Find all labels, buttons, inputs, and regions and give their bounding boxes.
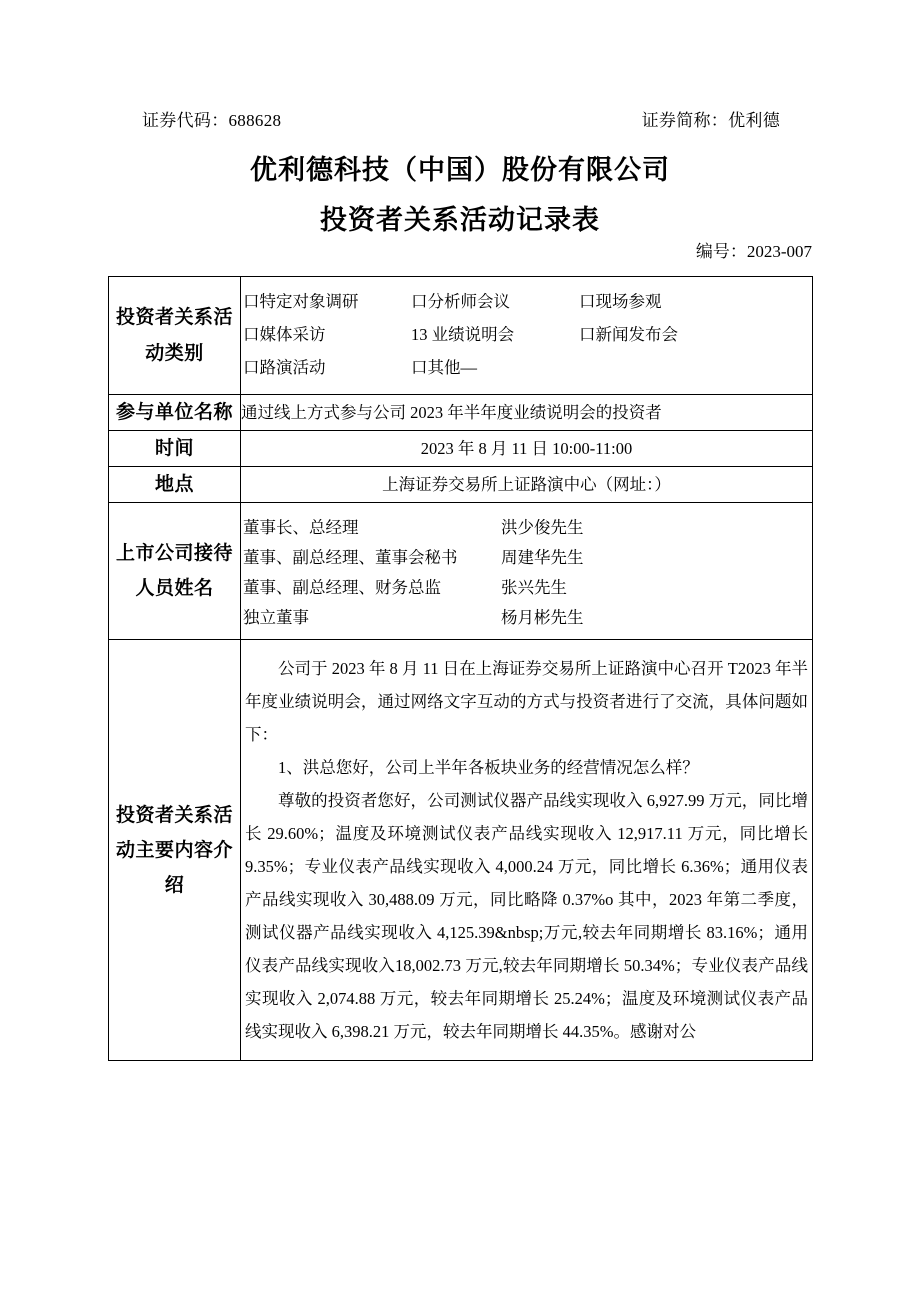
staff-name: 周建华先生 bbox=[501, 548, 584, 568]
value-location: 上海证券交易所上证路演中心（网址：） bbox=[241, 467, 813, 503]
activity-type-option-grid bbox=[241, 277, 812, 394]
main-content-body bbox=[241, 640, 812, 1060]
staff-name: 杨月彬先生 bbox=[501, 608, 584, 628]
label-main-content: 投资者关系活动主要内容介绍 bbox=[109, 640, 241, 1061]
content-question: 1、洪总您好，公司上半年各板块业务的经营情况怎么样？ bbox=[278, 758, 699, 778]
checkbox-option[interactable]: 口分析师会议 bbox=[411, 292, 510, 312]
table-row-participants bbox=[109, 395, 813, 431]
content-answer: 尊敬的投资者您好，公司测试仪器产品线实现收入 6,927.99 万元，同比增长 29.60%；温度及环境测试仪表产品线实现收入 12,917.11 万元，同比增长 9.35%；专业仪表产品线实现收入 4,000.24 万元，同比增长 6.36%；通用仪表产品线实现收入 30,488.09 万元，同比略降 0.37%o 其中，2023 年第二季度，测试仪器产品线实现收入 4,125.39&nbsp;万元,较去年同期增长 83.16%；通用仪表产品线实现收入18,002.73 万元,较去年同期增长 50.34%；专业仪表产品线实现收入 2,074.88 万元，较去年同期增长 25.24%；温度及环境测试仪表产品线实现收入 6,398.21 万元，较去年同期增长 44.35%。感谢对公 bbox=[245, 791, 808, 1042]
label-reception-staff: 上市公司接待人员姓名 bbox=[109, 503, 241, 640]
checkbox-option[interactable]: 口现场参观 bbox=[579, 292, 662, 312]
value-participants: 通过线上方式参与公司 2023 年半年度业绩说明会的投资者 bbox=[241, 395, 813, 431]
checkbox-option-other[interactable]: 口其他— bbox=[411, 358, 477, 378]
staff-row bbox=[243, 511, 812, 541]
cell-main-content bbox=[241, 640, 813, 1061]
staff-row bbox=[243, 541, 812, 571]
staff-row bbox=[243, 571, 812, 601]
table-row-location bbox=[109, 467, 813, 503]
content-paragraph: 公司于 2023 年 8 月 11 日在上海证券交易所上证路演中心召开 T2023 年半年度业绩说明会，通过网络文字互动的方式与投资者进行了交流，具体问题如下： bbox=[245, 659, 808, 745]
table-row-time bbox=[109, 431, 813, 467]
checkbox-option-selected[interactable]: 13 业绩说明会 bbox=[411, 325, 515, 345]
company-name-title: 优利德科技（中国）股份有限公司 bbox=[250, 155, 670, 185]
security-short-name: 证券简称：优利德 bbox=[641, 111, 780, 130]
staff-title: 董事、副总经理、董事会秘书 bbox=[243, 548, 458, 568]
table-row-main-content bbox=[109, 640, 813, 1061]
checkbox-option[interactable]: 口路演活动 bbox=[243, 358, 326, 378]
value-time: 2023 年 8 月 11 日 10:00-11:00 bbox=[241, 431, 813, 467]
checkbox-option[interactable]: 口特定对象调研 bbox=[243, 292, 359, 312]
document-number: 编号：2023-007 bbox=[695, 242, 812, 261]
document-header bbox=[108, 106, 812, 131]
reception-staff-list bbox=[241, 503, 812, 639]
staff-title: 董事、副总经理、财务总监 bbox=[243, 578, 441, 598]
security-code: 证券代码：688628 bbox=[142, 111, 282, 130]
label-activity-type: 投资者关系活动类别 bbox=[109, 277, 241, 395]
option-row bbox=[243, 352, 812, 385]
label-participants: 参与单位名称 bbox=[109, 395, 241, 431]
checkbox-option[interactable]: 口媒体采访 bbox=[243, 325, 326, 345]
cell-reception-staff bbox=[241, 503, 813, 640]
option-row bbox=[243, 286, 812, 319]
staff-name: 张兴先生 bbox=[501, 578, 567, 598]
staff-row bbox=[243, 601, 812, 631]
staff-title: 独立董事 bbox=[243, 608, 309, 628]
table-row-reception-staff bbox=[109, 503, 813, 640]
option-row bbox=[243, 319, 812, 352]
staff-title: 董事长、总经理 bbox=[243, 518, 359, 538]
table-row-activity-type bbox=[109, 277, 813, 395]
label-location: 地点 bbox=[109, 467, 241, 503]
cell-activity-type-options bbox=[241, 277, 813, 395]
investor-relations-record-table bbox=[108, 276, 813, 1061]
checkbox-option[interactable]: 口新闻发布会 bbox=[579, 325, 678, 345]
document-type-title: 投资者关系活动记录表 bbox=[320, 205, 600, 235]
label-time: 时间 bbox=[109, 431, 241, 467]
staff-name: 洪少俊先生 bbox=[501, 518, 584, 538]
